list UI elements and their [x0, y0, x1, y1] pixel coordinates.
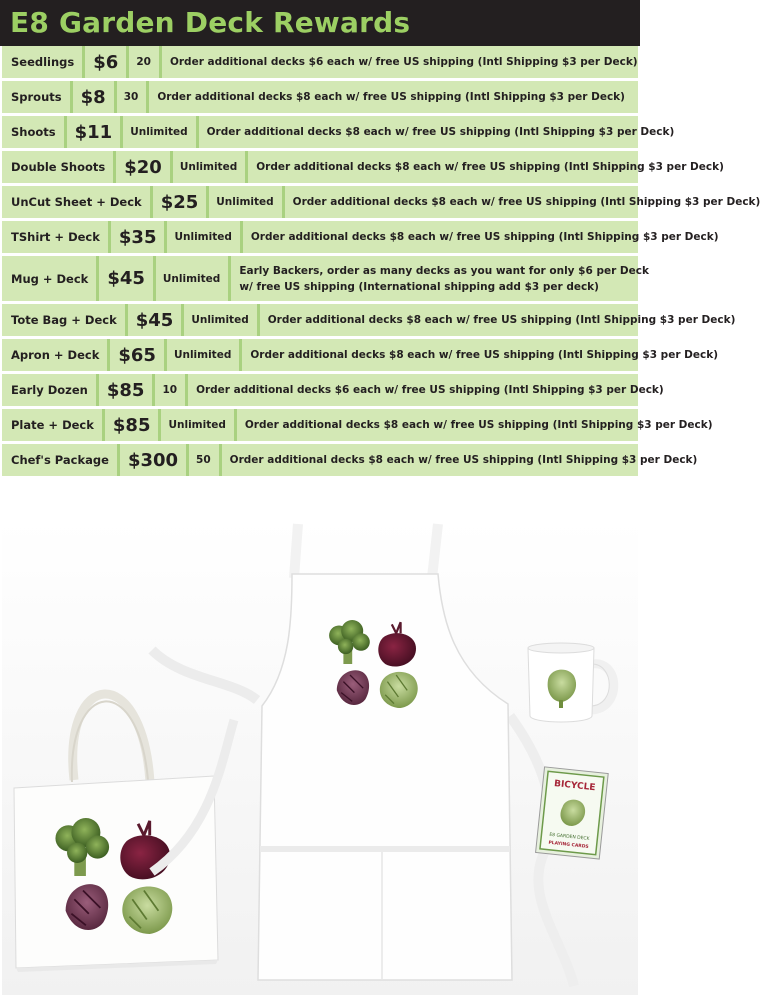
reward-row — [2, 81, 638, 116]
reward-price: $85 — [99, 374, 156, 406]
reward-row — [2, 304, 736, 339]
reward-row — [2, 374, 664, 409]
reward-row — [2, 186, 761, 221]
reward-note: Order additional decks $6 each w/ free US shipping (Intl Shipping $3 per Deck) — [196, 384, 664, 396]
page-title: E8 Garden Deck Rewards — [0, 0, 640, 46]
reward-note: Order additional decks $8 each w/ free US shipping (Intl Shipping $3 per Deck) — [206, 126, 675, 138]
reward-limit: Unlimited — [184, 304, 259, 336]
reward-name: Early Dozen — [2, 374, 99, 406]
reward-limit: 50 — [189, 444, 222, 476]
reward-limit: 10 — [155, 374, 188, 406]
merchandise-illustration — [2, 520, 638, 995]
reward-name: Plate + Deck — [2, 409, 105, 441]
reward-note-line-2: w/ free US shipping (International shipping add $3 per deck) — [239, 280, 599, 293]
reward-name: UnCut Sheet + Deck — [2, 186, 153, 218]
reward-limit: 30 — [117, 81, 150, 113]
reward-row — [2, 46, 638, 81]
reward-name: Chef's Package — [2, 444, 120, 476]
reward-price: $300 — [120, 444, 189, 476]
reward-limit: Unlimited — [167, 221, 242, 253]
deck-label-1: E8 GARDEN DECK — [549, 832, 590, 842]
reward-limit: Unlimited — [209, 186, 284, 218]
reward-row — [2, 221, 719, 256]
playing-card-deck — [536, 767, 609, 859]
reward-row — [2, 409, 713, 444]
reward-limit: Unlimited — [156, 256, 231, 301]
reward-note: Order additional decks $8 each w/ free US shipping (Intl Shipping $3 per Deck) — [292, 196, 761, 208]
reward-name: Apron + Deck — [2, 339, 110, 371]
reward-row — [2, 339, 718, 374]
reward-name: Seedlings — [2, 46, 85, 78]
reward-note: Order additional decks $8 each w/ free US shipping (Intl Shipping $3 per Deck) — [229, 454, 698, 466]
reward-note: Order additional decks $8 each w/ free US shipping (Intl Shipping $3 per Deck) — [250, 349, 718, 361]
reward-row — [2, 151, 724, 186]
rewards-table — [0, 46, 761, 518]
reward-price: $8 — [73, 81, 117, 113]
reward-note-line-1: Early Backers, order as many decks as you want for only $6 per Deck — [239, 264, 649, 277]
reward-note: Order additional decks $6 each w/ free US shipping (Intl Shipping $3 per Deck) — [169, 56, 638, 68]
reward-name: Mug + Deck — [2, 256, 99, 301]
reward-price: $45 — [99, 256, 156, 301]
reward-limit: Unlimited — [173, 151, 248, 183]
deck-label-2: PLAYING CARDS — [548, 840, 589, 850]
reward-price: $85 — [105, 409, 162, 441]
reward-name: Shoots — [2, 116, 67, 148]
reward-note: Order additional decks $8 each w/ free US shipping (Intl Shipping $3 per Deck) — [267, 314, 736, 326]
reward-note: Order additional decks $8 each w/ free US shipping (Intl Shipping $3 per Deck) — [256, 161, 724, 173]
reward-name: Tote Bag + Deck — [2, 304, 128, 336]
merchandise-photo — [0, 518, 640, 997]
reward-price: $35 — [111, 221, 168, 253]
reward-limit: Unlimited — [167, 339, 242, 371]
reward-name: Sprouts — [2, 81, 73, 113]
reward-name: TShirt + Deck — [2, 221, 111, 253]
reward-price: $20 — [116, 151, 173, 183]
reward-price: $11 — [67, 116, 124, 148]
reward-note — [231, 256, 653, 301]
reward-row — [2, 116, 675, 151]
reward-price: $65 — [110, 339, 167, 371]
reward-price: $45 — [128, 304, 185, 336]
reward-note: Order additional decks $8 each w/ free US shipping (Intl Shipping $3 per Deck) — [250, 231, 719, 243]
reward-price: $25 — [153, 186, 210, 218]
reward-limit: Unlimited — [161, 409, 236, 441]
reward-note: Order additional decks $8 each w/ free US shipping (Intl Shipping $3 per Deck) — [244, 419, 713, 431]
deck-brand: BICYCLE — [553, 779, 596, 794]
reward-limit: 20 — [129, 46, 162, 78]
reward-row — [2, 256, 649, 304]
reward-name: Double Shoots — [2, 151, 116, 183]
reward-row — [2, 444, 698, 479]
reward-price: $6 — [85, 46, 129, 78]
reward-note: Order additional decks $8 each w/ free US shipping (Intl Shipping $3 per Deck) — [157, 91, 625, 103]
reward-limit: Unlimited — [123, 116, 198, 148]
